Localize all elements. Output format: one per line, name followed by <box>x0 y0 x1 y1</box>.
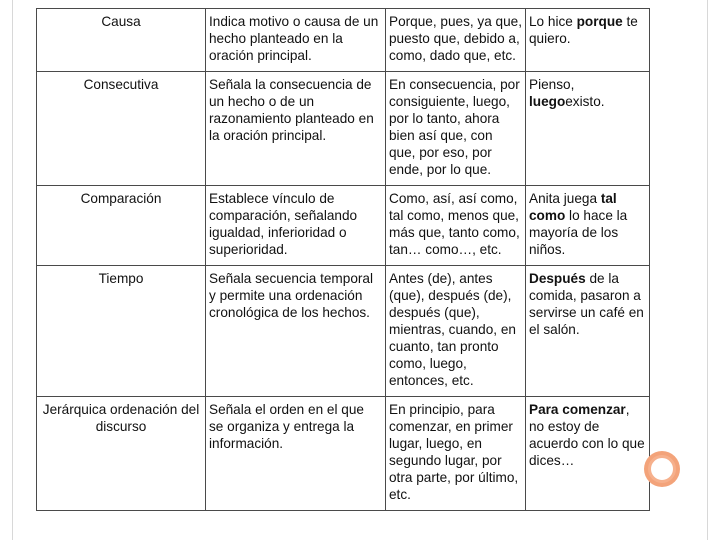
decorative-circle-icon <box>644 451 680 487</box>
connector-type-cell: Causa <box>37 9 206 72</box>
example-cell <box>526 186 650 266</box>
connectors-cell: En consecuencia, por consiguiente, luego, por lo tanto, ahora bien así que, con que, por eso, por ende, por lo que. <box>386 72 526 186</box>
example-text-post: de la comida, pasaron a servirse un café en el salón. <box>529 271 644 337</box>
example-cell <box>526 72 650 186</box>
connector-type-cell: Comparación <box>37 186 206 266</box>
decorative-circle-inner <box>648 455 676 483</box>
connector-type-cell: Tiempo <box>37 266 206 397</box>
connector-type-cell: Jerárquica ordenación del discurso <box>37 397 206 511</box>
connector-type-cell: Consecutiva <box>37 72 206 186</box>
connectors-cell: Porque, pues, ya que, puesto que, debido a, como, dado que, etc. <box>386 9 526 72</box>
example-text-pre: Anita juega <box>529 191 601 206</box>
definition-cell: Indica motivo o causa de un hecho planteado en la oración principal. <box>206 9 386 72</box>
definition-cell: Señala el orden en el que se organiza y entrega la información. <box>206 397 386 511</box>
example-text-post: lo hace la mayoría de los niños. <box>529 208 628 257</box>
table-row <box>37 9 650 72</box>
example-cell <box>526 9 650 72</box>
example-cell <box>526 266 650 397</box>
example-highlight: Después <box>529 271 586 286</box>
slide-frame-left-line <box>12 0 13 540</box>
example-highlight: Para comenzar <box>529 402 626 417</box>
slide-frame-right-line <box>707 0 708 540</box>
connectors-cell: Como, así, así como, tal como, menos que, más que, tanto como, tan… como…, etc. <box>386 186 526 266</box>
table-row <box>37 397 650 511</box>
definition-cell: Establece vínculo de comparación, señalando igualdad, inferioridad o superioridad. <box>206 186 386 266</box>
connectors-cell: En principio, para comenzar, en primer lugar, luego, en segundo lugar, por otra parte, por último, etc. <box>386 397 526 511</box>
example-text-post: te quiero. <box>529 14 638 46</box>
example-text-pre: Pienso, <box>529 77 575 92</box>
definition-cell: Señala secuencia temporal y permite una ordenación cronológica de los hechos. <box>206 266 386 397</box>
example-highlight: luego <box>529 94 566 109</box>
example-highlight: porque <box>576 14 623 29</box>
definition-cell: Señala la consecuencia de un hecho o de un razonamiento planteado en la oración principal. <box>206 72 386 186</box>
table-row <box>37 266 650 397</box>
connectors-table <box>36 8 650 511</box>
table-row <box>37 186 650 266</box>
example-text-post: , no estoy de acuerdo con lo que dices… <box>529 402 645 468</box>
example-text-post: existo. <box>565 94 605 109</box>
example-cell <box>526 397 650 511</box>
example-highlight: tal como <box>529 191 617 223</box>
example-text-pre: Lo hice <box>529 14 577 29</box>
connectors-cell: Antes (de), antes (que), después (de), después (que), mientras, cuando, en cuanto, tan pronto como, luego, entonces, etc. <box>386 266 526 397</box>
table-row <box>37 72 650 186</box>
